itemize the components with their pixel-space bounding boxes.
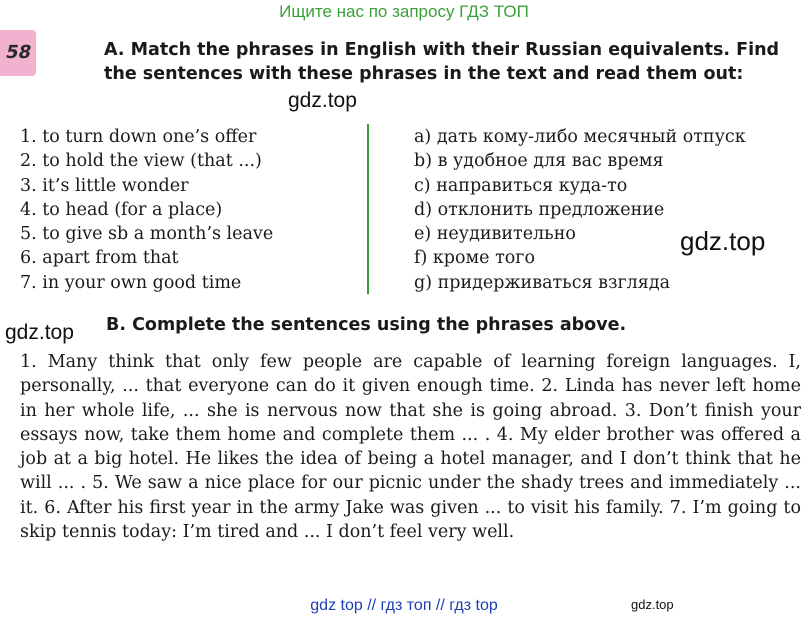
list-item: 7. in your own good time (20, 272, 242, 293)
list-item: 6. apart from that (20, 248, 179, 269)
watermark: gdz.top (631, 597, 674, 612)
watermark: gdz.top (680, 226, 766, 256)
list-item: f) кроме того (414, 248, 535, 269)
search-banner: Ищите нас по запросу ГДЗ ТОП (279, 2, 529, 21)
list-item: c) направиться куда-то (414, 175, 628, 196)
russian-phrases-list (414, 125, 804, 295)
list-item: a) дать кому-либо месячный отпуск (414, 127, 746, 147)
watermark: gdz.top (5, 321, 74, 344)
english-phrases-list (20, 125, 360, 295)
list-item: d) отклонить предложение (414, 199, 665, 220)
list-item: 5. to give sb a month’s leave (20, 224, 274, 245)
list-item: 1. to turn down one’s offer (20, 127, 257, 147)
column-divider (367, 124, 369, 294)
watermark: gdz.top (288, 89, 357, 112)
list-item: b) в удобное для вас время (414, 151, 664, 172)
list-item: g) придерживаться взгляда (414, 272, 671, 293)
list-item: 3. it’s little wonder (20, 175, 189, 196)
task-b-heading: B. Complete the sentences using the phrases above. (106, 315, 627, 335)
task-a-heading: A. Match the phrases in English with their Russian equivalents. Find the sentences with these phrases in the text and read them out: (104, 40, 780, 84)
list-item: 4. to head (for a place) (20, 199, 223, 220)
list-item: 2. to hold the view (that ...) (20, 151, 262, 172)
page-number: 58 (3, 42, 34, 63)
footer-links[interactable]: gdz top // гдз топ // гдз top (310, 597, 498, 614)
list-item: e) неудивительно (414, 224, 576, 245)
task-b-text: 1. Many think that only few people are capable of learning foreign languages. I, personally, ... that everyone can do it given enough time. 2. Linda has never left home in her whole life, ... she is nervous now that she is going abroad. 3. Don’t finish your essays now, take them home and complete them ... . 4. My elder brother was offered a job at a big hotel. He likes the idea of being a hotel manager, and I don’t think that he will ... . 5. We saw a nice place for our picnic under the shady trees and immediately ... it. 6. After his first year in the army Jake was given ... to visit his family. 7. I’m going to skip tennis today: I’m tired and ... I don’t feel very well. (20, 352, 801, 543)
